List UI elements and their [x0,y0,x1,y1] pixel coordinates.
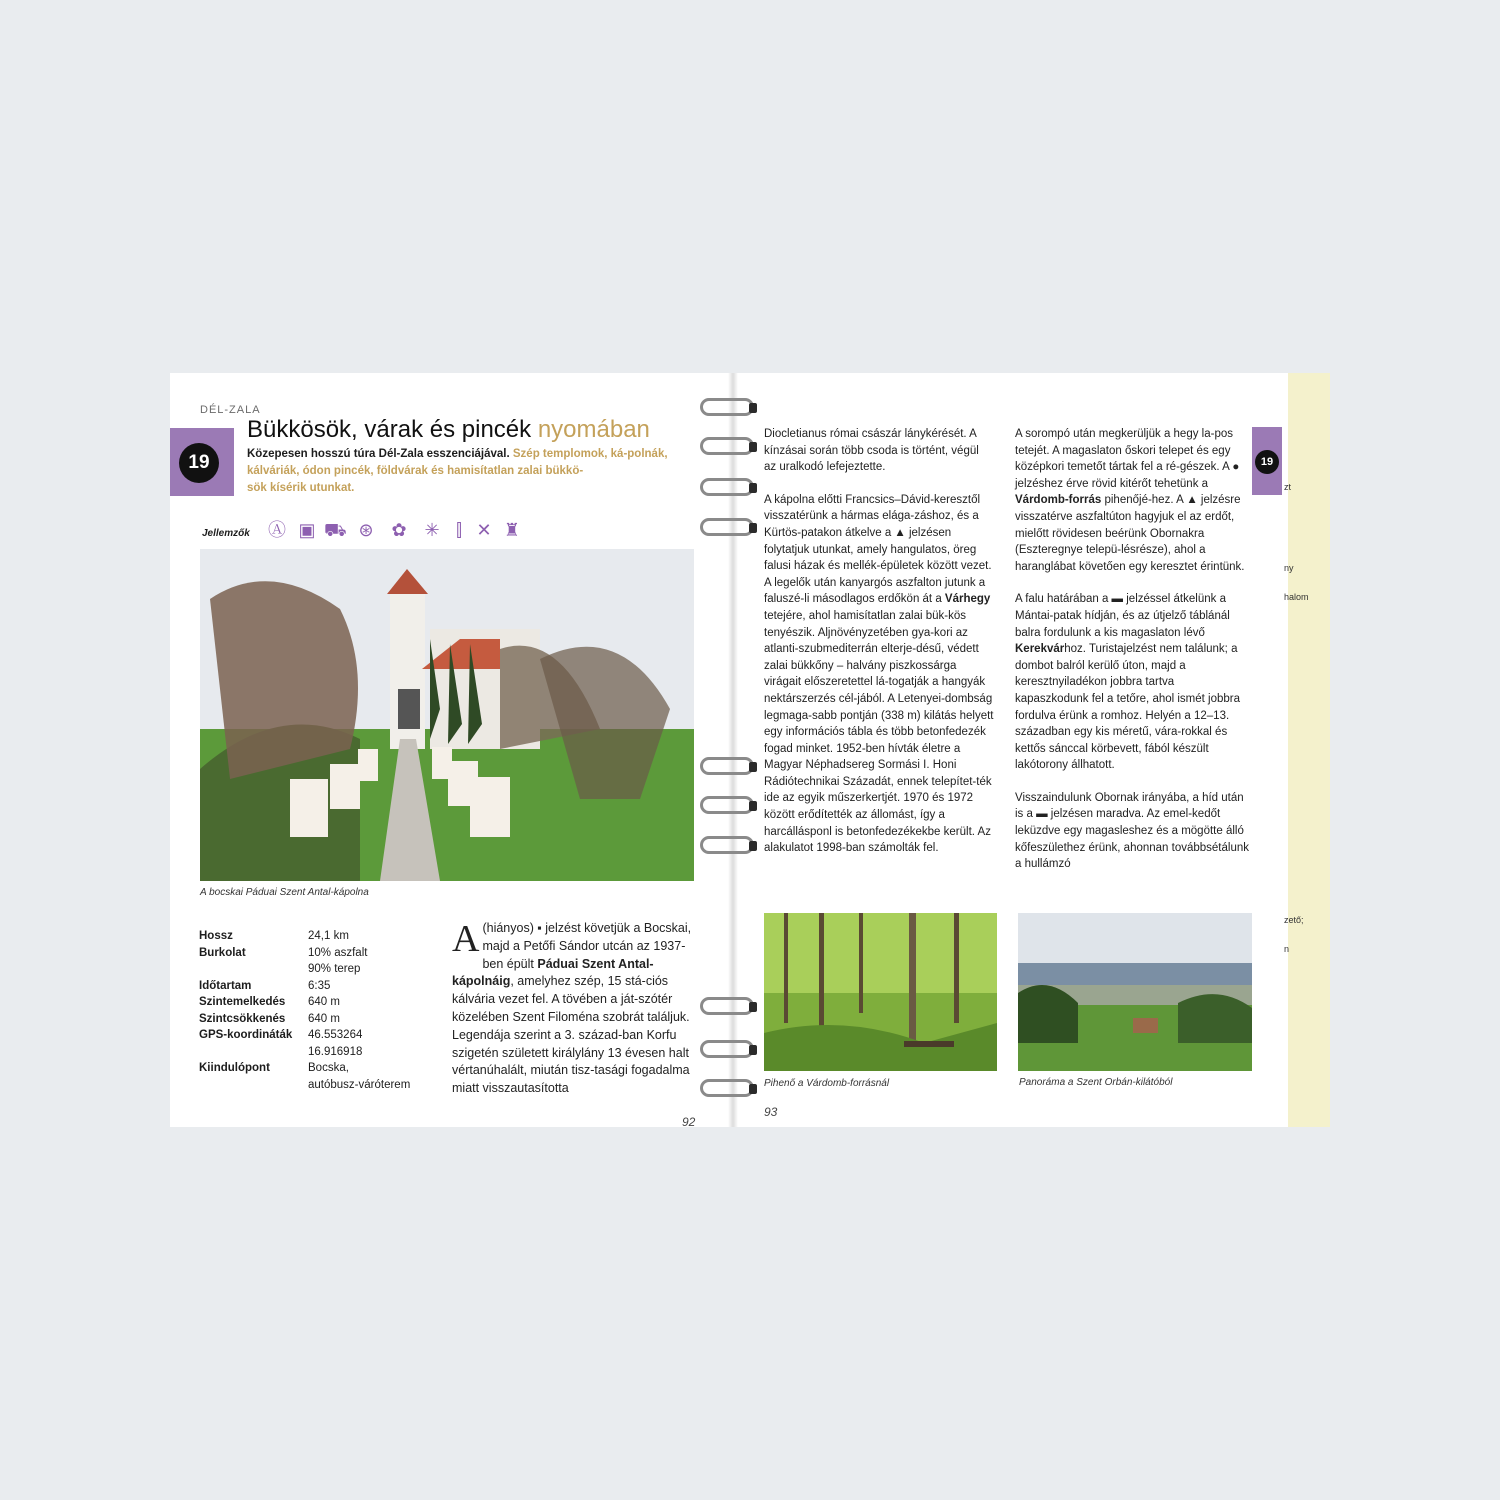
right-column-2 [1015,426,1250,889]
spiral-ring [700,1079,754,1097]
page-number-right: 93 [764,1105,778,1119]
tower-icon: ⫿ [456,520,462,540]
photo-forest [764,913,997,1071]
paragraph: A falu határában a ▬ jelzéssel átkelünk a Mántai-patak hídján, és az útjelző táblánál balra fordulunk a kis magaslaton lévő Kerekvárhoz. Turistajelzést nem találunk; a dombot balról kerülő úton, majd a keresztnyiladékon jobbra tartva kapaszkodunk fel a tetőre, ahol ismét jobbra fordulva érünk a romhoz. Helyén a 12–13. században egy kis méretű, vára-rokkal és kettős sánccal körbevett, fából készült lakótorony állhatott. [1015,593,1241,772]
spiral-ring [700,796,754,814]
stat-row: Szintemelkedés 640 m [199,996,340,1008]
paragraph: A sorompó után megkerüljük a hegy la-pos tetejét. A magaslaton őskori telepet és egy középkori temetőt tártak fel a ré-gészek. A ● jelzéshez érve rövid kitérőt tehetünk a Várdomb-forrás pihenőjé-hez. A ▲ jelzésre visszatérve aszfaltúton hagyjuk el az erdőt, mielőtt rövidesen beérünk Obornakra (Eszteregnye telepü-lésrésze), ahol a haranglábat követően egy keresztet érintünk. [1015,428,1245,573]
spiral-ring [700,1040,754,1058]
lead-text: Közepesen hosszú túra Dél-Zala esszenciájával. [247,448,513,460]
photo-caption: Pihenő a Várdomb-forrásnál [764,1078,890,1089]
flower-icon: ✿ [391,520,407,540]
paragraph: A kápolna előtti Francsics–Dávid-keresztől visszatérünk a hármas elága-záshoz, és a Kürtös-patakon átkelve a ▲ jelzésen folytatjuk utunkat, amely hangulatos, öreg falusi házak és mellék-épületek között vezet. A legelők után kanyargós aszfalton jutunk a faluszé-li másodlagos erdőkön át a Várhegy tetejére, ahol hamisítatlan zalai bük-kös tenyészik. Aljnövényzetében gya-kori az atlanti-szubmediterrán elterje-désű, védett zalai bükkőny – halvány piszkossárga virágait előszeretettel lá-togatják a hangyák nektárszerzés cél-jából. A Letenyei-dombság legmaga-sabb pontján (338 m) kilátás helyett egy információs tábla és több betonfedezék fogad minket. 1952-ben hívták életre a Magyar Néphadsereg Sormási I. Honi Rádiótechnikai Századát, ennek telepítet-ték ide az egyik műszerkertjét. 1970 és 1972 között erődítették az állomást, így a harcállásponl is betonfedezékekbe került. Az alakulatot 1998-ban számolták fel. [764,493,994,855]
photo-panorama [1018,913,1252,1071]
drop-cap: A [452,918,480,960]
spiral-ring [700,437,754,455]
route-number: 19 [179,443,219,483]
spiral-ring [700,478,754,496]
bicycle-icon: ⊛ [358,520,374,540]
bus-icon: ▣ [298,520,316,540]
left-body-text: A (hiányos) ▪ jelzést követjük a Bocskai, majd a Petőfi Sándor utcán az 1937-ben épült Páduai Szent Antal-kápolnáig, amelyhez szép, 15 stá-ciós kálvária vezet fel. A tövében a ját-szótér közelében Szent Filoména szobrát találjuk. Legendája szerint a 3. század-ban Korfu szigetén született királylány 13 évesen halt vértanúhalált, miután tisz-tasági fogadalma miatt visszautasította [452,918,692,1096]
tab-text-fragment: zt [1284,482,1292,492]
lead-highlight: hamisítatlan zalai bükkö- [447,465,584,477]
page-number-left: 92 [682,1115,696,1129]
lead-highlight: Szép templomok, ká-polnák, kálváriák, ódon pincék, földvárak és [247,448,668,477]
stat-row: autóbusz-váróterem [308,1078,411,1091]
spiral-ring [700,518,754,536]
features-label: Jellemzők [202,528,250,539]
aszfalt-icon: Ⓐ [268,520,286,540]
title-highlight: nyomában [537,416,650,443]
route-lead [247,446,693,497]
stat-row: Szintcsökkenés 640 m [199,1012,340,1025]
spiral-ring [700,757,754,775]
tab-text-fragment: zető; [1284,915,1304,925]
route-stats [199,928,438,1093]
lead-highlight: sök kísérik utunkat. [247,482,355,494]
photo-chapel [200,549,694,881]
paragraph: Visszaindulunk Obornak irányába, a híd után is a ▬ jelzésen maradva. Az emel-kedőt leküzdve egy magasleshez és a mögötte álló kőfeszülethez érünk, ahonnan továbbsétálunk a hullámzó [1015,791,1249,871]
stat-row: GPS-koordináták 46.553264 [199,1029,363,1041]
stat-row: 16.916918 [308,1045,363,1058]
stat-row: 90% terep [308,963,361,975]
spiral-ring [700,836,754,854]
stat-row: Időtartam 6:35 [199,979,331,992]
tab-text-fragment: n [1284,944,1290,954]
photo-caption: Panoráma a Szent Orbán-kilátóból [1019,1077,1173,1088]
spiral-ring [700,997,754,1015]
side-route-number: 19 [1255,450,1279,474]
stat-row: Hossz 24,1 km [199,930,349,942]
region-label: DÉL-ZALA [200,404,261,416]
right-column-1 [764,426,994,873]
wine-icon: ♜ [503,520,521,540]
tab-text-fragment: halom [1284,592,1309,602]
tab-page [1288,373,1330,1127]
route-title [247,416,650,444]
tab-text-fragment: ny [1284,563,1294,573]
paragraph: Diocletianus római császár lánykérését. A kínzásai során több csoda is történt, végül az uralkodó lefejeztette. [764,428,979,474]
photo-caption: A bocskai Páduai Szent Antal-kápolna [200,887,369,898]
restaurant-icon: ✕ [476,520,492,540]
title-main: Bükkösök, várak és pincék [247,416,538,443]
spiral-ring [700,398,754,416]
car-icon: ⛟ [324,520,347,540]
stat-row: Kiindulópont Bocska, [199,1062,349,1074]
stat-row: Burkolat 10% aszfalt [199,946,368,959]
sparkle-icon: ✳ [424,520,440,540]
